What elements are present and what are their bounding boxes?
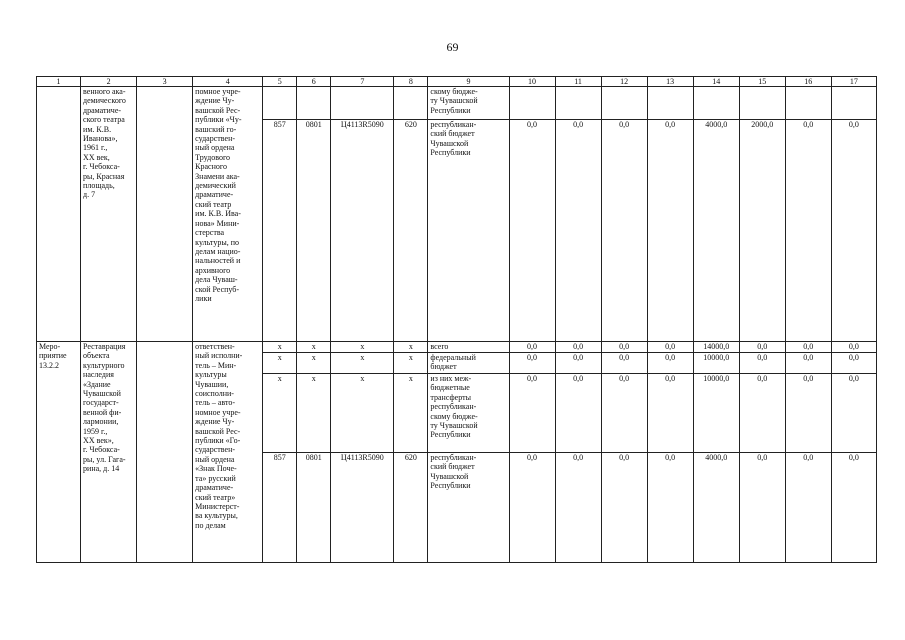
table-cell [785,87,831,120]
column-header: 7 [331,77,394,87]
section-code-cell: x [297,342,331,353]
section-code-cell: 0801 [297,453,331,563]
target-article-cell: x [331,342,394,353]
grbs-code-cell: 857 [263,453,297,563]
value-cell: 0,0 [509,374,555,453]
column-header: 6 [297,77,331,87]
expense-type-cell: x [394,374,428,453]
table-cell [331,87,394,120]
section-code-cell: x [297,353,331,374]
funding-source-cell: федеральный бюджет [428,353,509,374]
grbs-code-cell: x [263,342,297,353]
column-header: 4 [193,77,263,87]
value-cell: 0,0 [555,120,601,342]
table-cell [647,87,693,120]
value-cell: 0,0 [739,353,785,374]
funding-source-cell: республикан- ский бюджет Чувашской Республики [428,120,509,342]
table-cell [509,87,555,120]
empty-cell [137,87,193,342]
value-cell: 10000,0 [693,374,739,453]
measure-cell [37,87,81,342]
value-cell: 0,0 [509,353,555,374]
value-cell: 10000,0 [693,353,739,374]
column-header: 16 [785,77,831,87]
funding-source-cell: всего [428,342,509,353]
column-header: 3 [137,77,193,87]
value-cell: 0,0 [785,374,831,453]
value-cell: 0,0 [785,353,831,374]
empty-cell [137,342,193,563]
value-cell: 0,0 [601,120,647,342]
value-cell: 0,0 [509,342,555,353]
target-article-cell: Ц4113R5090 [331,120,394,342]
value-cell: 0,0 [647,120,693,342]
grbs-code-cell: x [263,353,297,374]
funding-source-cell: скому бюдже- ту Чувашской Республики [428,87,509,120]
value-cell: 0,0 [831,120,876,342]
value-cell: 0,0 [555,374,601,453]
value-cell: 0,0 [739,342,785,353]
section-code-cell: x [297,374,331,453]
column-header: 12 [601,77,647,87]
table-row [37,342,877,353]
expense-type-cell: x [394,353,428,374]
expense-type-cell: x [394,342,428,353]
column-header: 17 [831,77,876,87]
value-cell: 2000,0 [739,120,785,342]
table-row [37,87,877,120]
page-number: 69 [446,40,459,54]
value-cell: 0,0 [739,453,785,563]
table-cell [555,87,601,120]
value-cell: 0,0 [647,342,693,353]
executor-cell: ответствен- ный исполни- тель – Мин- культуры Чувашии, соисполни- тель – авто- номное учре- ждение Чу- вашской Рес- публики «Го- сударствен- ный ордена «Знак Поче- та» русский драматиче- ский театр» Министерст- ва культуры, по делам [193,342,263,563]
column-header: 10 [509,77,555,87]
section-code-cell: 0801 [297,120,331,342]
column-number-row [37,77,877,87]
table-cell [263,87,297,120]
value-cell: 0,0 [601,374,647,453]
value-cell: 0,0 [555,453,601,563]
target-article-cell: Ц4113R5090 [331,453,394,563]
value-cell: 0,0 [739,374,785,453]
value-cell: 0,0 [647,374,693,453]
measure-cell: Меро- приятие 13.2.2 [37,342,81,563]
column-header: 5 [263,77,297,87]
value-cell: 0,0 [831,374,876,453]
value-cell: 4000,0 [693,120,739,342]
value-cell: 0,0 [509,120,555,342]
value-cell: 0,0 [647,353,693,374]
table-cell [693,87,739,120]
table-cell [739,87,785,120]
value-cell: 0,0 [555,353,601,374]
value-cell: 0,0 [831,353,876,374]
table-cell [831,87,876,120]
value-cell: 0,0 [785,453,831,563]
column-header: 13 [647,77,693,87]
value-cell: 0,0 [601,353,647,374]
value-cell: 4000,0 [693,453,739,563]
funding-source-cell: из них меж- бюджетные трансферты республикан- скому бюдже- ту Чувашской Республики [428,374,509,453]
column-header: 11 [555,77,601,87]
value-cell: 0,0 [831,453,876,563]
target-article-cell: x [331,374,394,453]
object-name-cell: Реставрация объекта культурного наследия «Здание Чувашской государст- венной фи- лармонии, 1959 г., XX век», г. Чебокса- ры, ул. Гага- рина, д. 14 [81,342,137,563]
value-cell: 0,0 [785,342,831,353]
value-cell: 0,0 [785,120,831,342]
value-cell: 0,0 [601,342,647,353]
budget-table [36,76,877,563]
column-header: 8 [394,77,428,87]
value-cell: 0,0 [831,342,876,353]
table-cell [394,87,428,120]
column-header: 9 [428,77,509,87]
grbs-code-cell: 857 [263,120,297,342]
table-cell [297,87,331,120]
value-cell: 0,0 [647,453,693,563]
value-cell: 0,0 [509,453,555,563]
funding-source-cell: республикан- ский бюджет Чувашской Республики [428,453,509,563]
column-header: 14 [693,77,739,87]
value-cell: 0,0 [601,453,647,563]
expense-type-cell: 620 [394,120,428,342]
table-cell [601,87,647,120]
value-cell: 0,0 [555,342,601,353]
column-header: 1 [37,77,81,87]
target-article-cell: x [331,353,394,374]
column-header: 2 [81,77,137,87]
grbs-code-cell: x [263,374,297,453]
column-header: 15 [739,77,785,87]
value-cell: 14000,0 [693,342,739,353]
object-name-cell: венного ака- демического драматиче- ского театра им. К.В. Иванова», 1961 г., XX век, г. Чебокса- ры, Красная площадь, д. 7 [81,87,137,342]
executor-cell: помное учре- ждение Чу- вашской Рес- публики «Чу- вашский го- сударствен- ный ордена Трудового Красного Знамени ака- демический драматиче- ский театр им. К.В. Ива- нова» Мини- стерства культуры, по делам нацио- нальностей и архивного дела Чуваш- ской Респуб- лики [193,87,263,342]
expense-type-cell: 620 [394,453,428,563]
